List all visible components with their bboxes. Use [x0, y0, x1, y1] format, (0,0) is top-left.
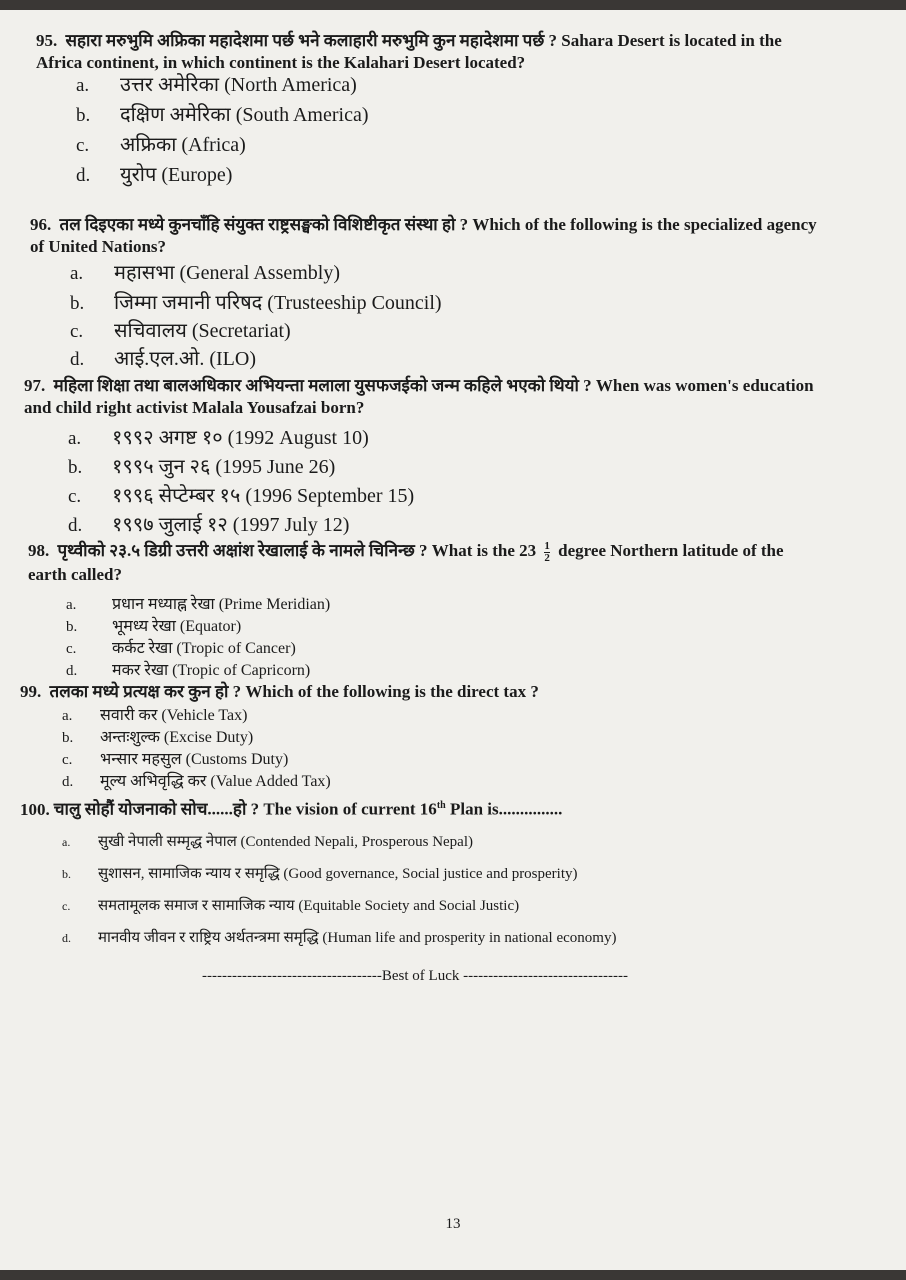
option-text: आई.एल.ओ. (ILO): [114, 348, 256, 370]
option-text: महासभा (General Assembly): [114, 262, 341, 284]
option-text: १९९७ जुलाई १२ (1997 July 12): [112, 514, 350, 536]
question-number: 99.: [20, 682, 42, 701]
option-text: उत्तर अमेरिका (North America): [120, 74, 357, 96]
option-d: [62, 927, 616, 947]
option-c: [68, 481, 414, 508]
option-text: सचिवालय (Secretariat): [114, 320, 291, 342]
option-text: मकर रेखा (Tropic of Capricorn): [112, 662, 311, 679]
option-text: भूमध्य रेखा (Equator): [112, 618, 242, 635]
option-text: १९९२ अगष्ट १० (1992 August 10): [112, 427, 369, 449]
question-text: महिला शिक्षा तथा बालअधिकार अभियन्ता मलाला युसफजईको जन्म कहिले भएको थियो ? When was women's education and child right activist Malala Yousafzai born?: [24, 376, 814, 417]
option-c: [70, 316, 291, 343]
question-text-cont: Plan is...............: [445, 799, 563, 819]
option-letter: d.: [70, 349, 85, 370]
fraction-denominator: 2: [544, 551, 550, 564]
option-text: सुशासन, सामाजिक न्याय र समृद्धि (Good governance, Social justice and prosperity): [98, 866, 578, 882]
option-text: भन्सार महसुल (Customs Duty): [100, 751, 289, 768]
scan-edge-top: [0, 0, 906, 10]
option-b: [68, 452, 335, 479]
question-text: तलका मध्ये प्रत्यक्ष कर कुन हो ? Which of the following is the direct tax ?: [49, 682, 539, 701]
footer-best-of-luck: ------------------------------------Best of Luck ---------------------------------: [202, 968, 628, 984]
option-d: [62, 769, 331, 791]
option-text: प्रधान मध्याह्न रेखा (Prime Meridian): [112, 596, 331, 613]
option-letter: d.: [62, 931, 71, 945]
question-96: [30, 214, 830, 370]
option-text: १९९६ सेप्टेम्बर १५ (1996 September 15): [112, 485, 415, 507]
question-text: चालु सोहौं योजनाको सोच......हो ? The vision of current 16: [53, 799, 437, 819]
option-letter: b.: [62, 730, 74, 746]
question-95-heading: [36, 30, 826, 74]
option-a: [62, 831, 473, 851]
option-letter: b.: [76, 105, 91, 126]
question-97-heading: [24, 375, 824, 419]
option-b: [66, 614, 241, 636]
option-letter: a.: [70, 263, 84, 284]
superscript: th: [436, 800, 446, 811]
question-number: 97.: [24, 376, 46, 395]
option-text: जिम्मा जमानी परिषद (Trusteeship Council): [114, 292, 442, 314]
scan-edge-bottom: [0, 1270, 906, 1280]
option-d: [70, 344, 256, 371]
question-number: 96.: [30, 215, 52, 234]
option-text: १९९५ जुन २६ (1995 June 26): [112, 456, 336, 478]
option-c: [76, 130, 246, 157]
option-a: [66, 592, 330, 614]
question-number: 98.: [28, 541, 50, 560]
option-b: [62, 863, 578, 883]
option-letter: c.: [70, 321, 84, 342]
option-text: दक्षिण अमेरिका (South America): [120, 104, 369, 126]
option-letter: a.: [62, 708, 73, 724]
option-letter: c.: [66, 641, 77, 657]
page-number: 13: [445, 1216, 461, 1232]
option-text: मूल्य अभिवृद्धि कर (Value Added Tax): [100, 773, 331, 790]
option-b: [70, 288, 442, 315]
option-letter: d.: [62, 774, 74, 790]
option-letter: c.: [76, 135, 90, 156]
option-a: [76, 70, 357, 97]
option-letter: d.: [76, 165, 91, 186]
option-c: [62, 895, 519, 915]
option-letter: a.: [76, 75, 90, 96]
option-letter: c.: [62, 752, 73, 768]
option-text: समतामूलक समाज र सामाजिक न्याय (Equitable Society and Social Justic): [98, 898, 520, 914]
question-96-heading: [30, 214, 825, 258]
option-letter: d.: [68, 515, 83, 536]
option-text: कर्कट रेखा (Tropic of Cancer): [112, 640, 296, 657]
fraction: [544, 541, 550, 564]
option-letter: b.: [70, 293, 85, 314]
question-95: [36, 30, 836, 186]
option-a: [62, 703, 247, 725]
question-99: [20, 681, 820, 790]
option-letter: c.: [62, 899, 71, 913]
option-a: [70, 258, 340, 285]
option-letter: b.: [66, 619, 78, 635]
option-b: [76, 100, 368, 127]
option-text: सुखी नेपाली सम्मृद्ध नेपाल (Contended Nepali, Prosperous Nepal): [98, 834, 474, 850]
option-letter: b.: [68, 457, 83, 478]
option-text: अफ्रिका (Africa): [120, 134, 246, 156]
option-a: [68, 423, 369, 450]
question-97: [24, 375, 824, 536]
question-text: सहारा मरुभुमि अफ्रिका महादेशमा पर्छ भने कलाहारी मरुभुमि कुन महादेशमा पर्छ ? Sahara Desert is located in the Africa continent, in which continent is the Kalahari Desert located?: [36, 31, 782, 72]
question-100: [20, 795, 840, 946]
question-number: 95.: [36, 31, 58, 50]
question-98-heading: [28, 540, 823, 586]
option-text: सवारी कर (Vehicle Tax): [100, 707, 248, 724]
option-text: युरोप (Europe): [120, 164, 233, 186]
question-text: पृथ्वीको २३.५ डिग्री उत्तरी अक्षांश रेखालाई के नामले चिनिन्छ ? What is the 23: [57, 541, 537, 560]
question-text: तल दिइएका मध्ये कुनचाँहि संयुक्त राष्ट्रसङ्घको विशिष्टीकृत संस्था हो ? Which of the following is the specialized agency of United Nations?: [30, 215, 817, 256]
option-text: मानवीय जीवन र राष्ट्रिय अर्थतन्त्रमा समृद्धि (Human life and prosperity in national economy): [98, 930, 617, 946]
option-c: [66, 636, 296, 658]
option-letter: b.: [62, 867, 71, 881]
question-number: 100.: [20, 799, 50, 819]
option-d: [68, 510, 349, 537]
question-98: [28, 539, 828, 679]
option-d: [76, 160, 232, 187]
question-text-cont: degree Northern latitude of the earth called?: [28, 541, 784, 584]
question-100-heading: [20, 795, 840, 821]
question-99-heading: [20, 681, 820, 703]
option-c: [62, 747, 288, 769]
option-d: [66, 658, 310, 680]
option-letter: d.: [66, 663, 78, 679]
fraction-numerator: 1: [544, 539, 550, 552]
option-letter: a.: [62, 835, 71, 849]
option-letter: c.: [68, 486, 82, 507]
option-letter: a.: [66, 597, 77, 613]
option-letter: a.: [68, 428, 82, 449]
option-b: [62, 725, 253, 747]
option-text: अन्तःशुल्क (Excise Duty): [100, 729, 254, 746]
